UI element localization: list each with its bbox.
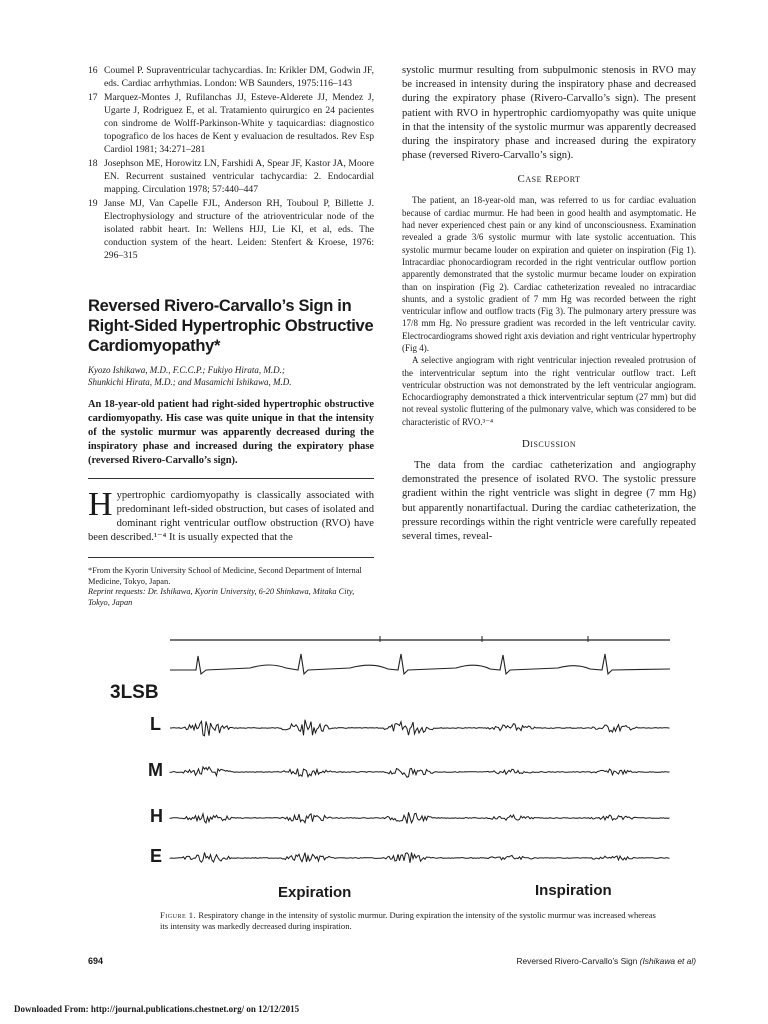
intro-paragraph bbox=[88, 486, 374, 545]
channel-label-l: L bbox=[150, 714, 161, 734]
phonocardiogram-traces bbox=[110, 628, 670, 908]
intro-text: ypertrophic cardiomyopathy is classically associated with predominant left-sided obstruction, but cases of isolated and dominant right ventricular outflow obstruction (RVO) have been described.¹⁻⁴ It is usually expected that the bbox=[88, 490, 374, 543]
murmur-trace bbox=[170, 853, 670, 863]
right-column bbox=[402, 64, 696, 544]
case-report-paragraph: A selective angiogram with right ventricular injection revealed protrusion of the interventricular septum into the right ventricular outflow tract. Left ventricular obstruction was not demonstrated by the left ventricular angiogram. Echocardiography demonstrated a thick interventricular septum (27 mm) but did not reveal systolic fluttering of the pulmonary valve, which was considered to be characteristic of RVO.³⁻⁴ bbox=[402, 355, 696, 427]
drop-cap: H bbox=[88, 486, 113, 523]
channel-label-h: H bbox=[150, 806, 163, 826]
reference-item bbox=[88, 157, 374, 196]
download-notice: Downloaded From: http://journal.publications.chestnet.org/ on 12/12/2015 bbox=[14, 1004, 300, 1014]
murmur-trace bbox=[170, 720, 670, 736]
reference-list bbox=[88, 64, 374, 262]
footnote-reprint: Reprint requests: Dr. Ishikawa, Kyorin University, 6-20 Shinkawa, Mitaka City, Tokyo, Japan bbox=[88, 587, 355, 607]
reference-text: Josephson ME, Horowitz LN, Farshidi A, Spear JF, Kastor JA, Moore EN. Recurrent sustained ventricular tachycardia: 2. Endocardial mapping. Circulation 1978; 57:440–447 bbox=[104, 158, 374, 195]
inspiration-label: Inspiration bbox=[535, 882, 612, 899]
reference-item bbox=[88, 197, 374, 262]
reference-text: Janse MJ, Van Capelle FJL, Anderson RH, Touboul P, Billette J. Electrophysiology and structure of the atrioventricular node of the isolated rabbit heart. In: Wellens HJJ, Lie KI, et al, eds. The conduction system of the heart. Leiden: Stenfert & Kroese, 1976: 296–315 bbox=[104, 198, 374, 261]
figure-1 bbox=[110, 628, 670, 908]
discussion-heading: Discussion bbox=[521, 438, 577, 451]
case-report-paragraph: The patient, an 18-year-old man, was referred to us for cardiac evaluation because of cardiac murmur. He had been in good health and asymptomatic. He had never experienced chest pain or any kind of unconsciousness. Examination revealed a grade 3/6 systolic murmur with late systolic accentuation. This systolic murmur became louder on expiration and quieter on inspiration (Fig 1). Intracardiac phonocardiogram recorded in the right ventricular outflow portion apparently demonstrated that the systolic murmur became louder on expiration than on inspiration (Fig 2). Cardiac catheterization revealed no intracardiac shunts, and a systolic gradient of 7 mm Hg was recorded between the right ventricular inflow and outflow tracts (Fig 3). The pulmonary artery pressure was 17/8 mm Hg. No pressure gradient was recorded in the left ventricular cavity. Electrocardiograms showed right axis deviation and right ventricular hypertrophy (Fig 4). bbox=[402, 195, 696, 353]
tick-marks bbox=[380, 636, 588, 642]
murmur-trace bbox=[170, 812, 670, 823]
figure-caption bbox=[160, 910, 660, 932]
caption-text: Respiratory change in the intensity of systolic murmur. During expiration the intensity of the systolic murmur was increased whereas its intensity was markedly decreased during inspiration. bbox=[160, 910, 656, 931]
case-report-heading: Case Report bbox=[517, 173, 581, 186]
channel-label-e: E bbox=[150, 846, 163, 866]
running-head bbox=[516, 956, 696, 966]
intro-continuation: systolic murmur resulting from subpulmonic stenosis in RVO may be increased in intensity during the inspiratory phase and decreased during the expiratory phase (Rivero-Carvallo’s sign). The present patient with RVO in hypertrophic cardiomyopathy was quite unique in that the intensity of the systolic murmur was apparently decreased during the inspiratory phase and increased during the expiratory phase (reversed Rivero-Carvallo’s sign). bbox=[402, 65, 696, 162]
reference-text: Marquez-Montes J, Rufilanchas JJ, Esteve-Alderete JJ, Mendez J, Ugarte J, Rodriguez E, et al. Tratamiento quirurgico en 24 pacientes con sindrome de Wolff-Parkinson-White y taquicardias: diagnostico topografico de los haces de Kent y evaluacion de resultados. Rev Esp Cardiol 1981; 34:271–281 bbox=[104, 92, 374, 155]
running-head-title: Reversed Rivero-Carvallo’s Sign bbox=[516, 956, 638, 966]
expiration-label: Expiration bbox=[278, 884, 352, 901]
discussion-paragraph: The data from the cardiac catheterization and angiography demonstrated the presence of isolated RVO. The systolic pressure gradient within the right ventricle was slight in degree (7 mm Hg) but apparently nonartifactual. During the cardiac catheterization, the pressure recordings within the right ventricle were carefully repeated several times, reveal- bbox=[402, 460, 696, 543]
caption-tag: Figure 1. bbox=[160, 910, 197, 920]
left-column bbox=[88, 64, 374, 608]
footnote bbox=[88, 566, 374, 608]
reference-number: 18 bbox=[88, 158, 98, 169]
footnote-divider bbox=[88, 557, 374, 558]
authors-line: Kyozo Ishikawa, M.D., F.C.C.P.; Fukiyo Hirata, M.D.; bbox=[88, 365, 285, 375]
reference-item bbox=[88, 91, 374, 156]
channel-label-m: M bbox=[148, 760, 163, 780]
footnote-affiliation: *From the Kyorin University School of Medicine, Second Department of Internal Medicine, Tokyo, Japan. bbox=[88, 566, 362, 586]
running-head-authors: (Ishikawa et al) bbox=[639, 956, 696, 966]
reference-number: 19 bbox=[88, 198, 98, 209]
recording-site-label: 3LSB bbox=[110, 682, 159, 703]
reference-item bbox=[88, 64, 374, 90]
authors-line: Shunkichi Hirata, M.D.; and Masamichi Ishikawa, M.D. bbox=[88, 377, 292, 387]
article-authors bbox=[88, 364, 374, 388]
section-divider bbox=[88, 478, 374, 479]
article-title: Reversed Rivero-Carvallo’s Sign in Right-Sided Hypertrophic Obstructive Cardiomyopathy* bbox=[88, 297, 374, 355]
article-abstract: An 18-year-old patient had right-sided hypertrophic obstructive cardiomyopathy. His case was quite unique in that the intensity of the systolic murmur was apparently decreased during the inspiratory phase and increased during the expiratory phase (reversed Rivero-Carvallo’s sign). bbox=[88, 399, 374, 466]
page-number: 694 bbox=[88, 956, 104, 966]
reference-number: 17 bbox=[88, 92, 98, 103]
murmur-trace bbox=[170, 767, 670, 777]
reference-text: Coumel P. Supraventricular tachycardias. In: Krikler DM, Godwin JF, eds. Cardiac arrhythmias. London: WB Saunders, 1975:116–143 bbox=[104, 65, 374, 89]
ecg-trace bbox=[170, 654, 670, 674]
reference-number: 16 bbox=[88, 65, 98, 76]
